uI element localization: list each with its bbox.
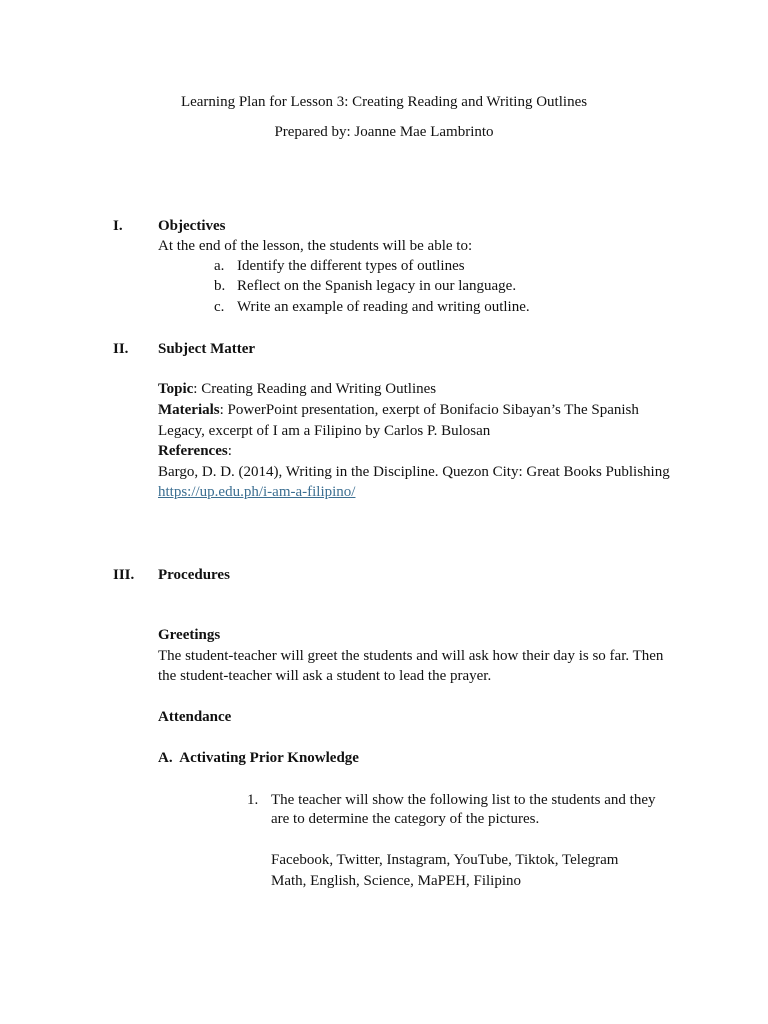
section-numeral-procedures: III. <box>113 567 135 583</box>
activating-prior-knowledge-heading: A. Activating Prior Knowledge <box>158 750 359 766</box>
section-numeral-subject-matter: II. <box>113 341 129 357</box>
objective-marker: a. <box>214 258 225 274</box>
references-line <box>158 441 232 461</box>
attendance-heading: Attendance <box>158 709 232 725</box>
materials-continuation: Legacy, excerpt of I am a Filipino by Carlos P. Bulosan <box>158 423 491 439</box>
topic-label: Topic <box>158 381 194 397</box>
greetings-heading: Greetings <box>158 627 221 643</box>
step-marker: 1. <box>247 792 259 808</box>
materials-label: Materials <box>158 402 220 418</box>
materials-value: : PowerPoint presentation, exerpt of Bonifacio Sibayan’s The Spanish <box>219 402 639 418</box>
greetings-text: The student-teacher will greet the students and will ask how their day is so far. Then <box>158 648 664 664</box>
procedures-heading: Procedures <box>158 567 230 583</box>
objective-item: Write an example of reading and writing outline. <box>237 299 530 315</box>
step-text: The teacher will show the following list to the students and they <box>271 792 656 808</box>
greetings-text-continuation: the student-teacher will ask a student to lead the prayer. <box>158 668 492 684</box>
objective-marker: c. <box>214 299 225 315</box>
topic-line <box>158 379 436 399</box>
references-label: References <box>158 443 228 459</box>
references-colon: : <box>227 443 232 459</box>
section-numeral-objectives: I. <box>113 218 123 234</box>
objective-item: Identify the different types of outlines <box>237 258 465 274</box>
subject-matter-heading: Subject Matter <box>158 341 256 357</box>
reference-item: Bargo, D. D. (2014), Writing in the Discipline. Quezon City: Great Books Publishing <box>158 464 670 480</box>
category-list-line: Math, English, Science, MaPEH, Filipino <box>271 873 521 889</box>
category-list-line: Facebook, Twitter, Instagram, YouTube, Tiktok, Telegram <box>271 852 619 868</box>
objectives-intro: At the end of the lesson, the students will be able to: <box>158 238 473 254</box>
objective-item: Reflect on the Spanish legacy in our language. <box>237 278 517 294</box>
reference-link[interactable]: https://up.edu.ph/i-am-a-filipino/ <box>158 484 356 500</box>
step-text-continuation: are to determine the category of the pictures. <box>271 811 540 827</box>
prepared-by: Prepared by: Joanne Mae Lambrinto <box>274 124 494 140</box>
objectives-heading: Objectives <box>158 218 226 234</box>
objective-marker: b. <box>214 278 226 294</box>
topic-value: : Creating Reading and Writing Outlines <box>193 381 437 397</box>
document-title: Learning Plan for Lesson 3: Creating Reading and Writing Outlines <box>180 94 588 110</box>
materials-line <box>158 400 639 420</box>
